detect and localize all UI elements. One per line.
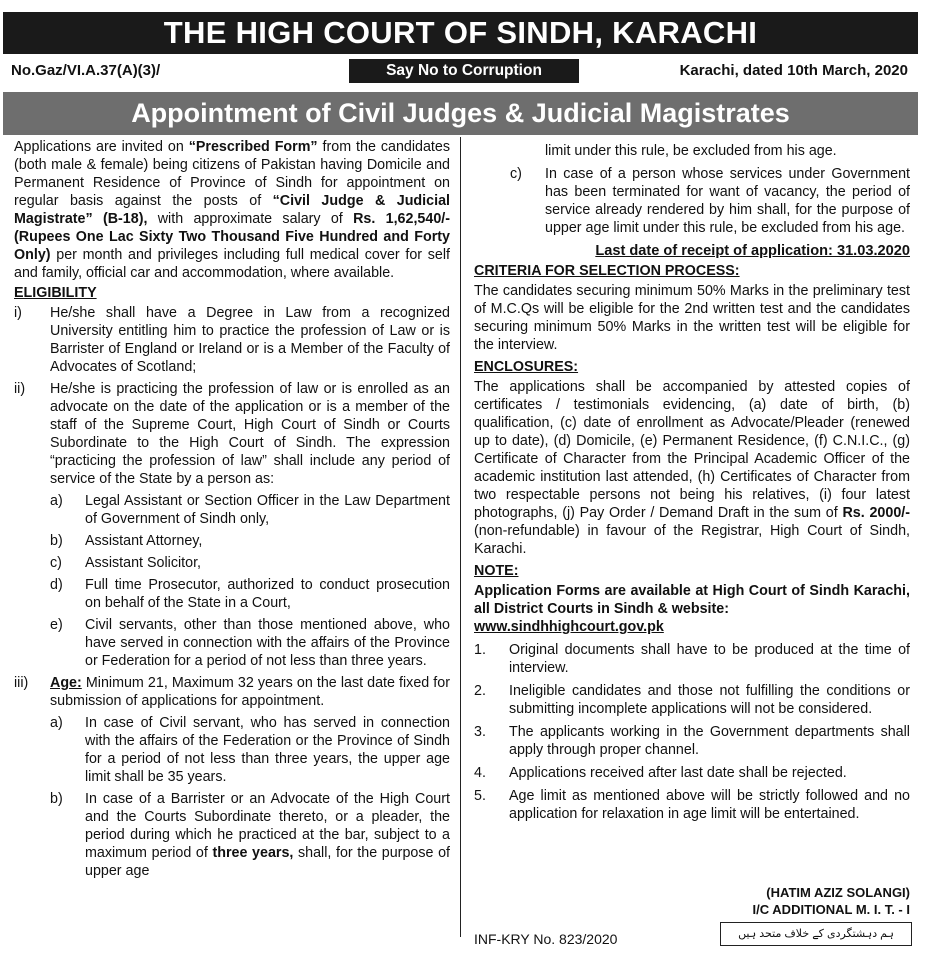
inf-number: INF-KRY No. 823/2020: [474, 931, 618, 947]
criteria-heading: CRITERIA FOR SELECTION PROCESS:: [474, 263, 740, 279]
note-item-number: 3.: [474, 724, 486, 740]
sub-item-text: In case of a person whose services under Government has been terminated for want of vacancy, the period of service already rendered by him shall, for the purpose of upper age limit under this rule, be excluded from his age.: [545, 166, 910, 236]
criteria-text: The candidates securing minimum 50% Marks in the preliminary test of M.C.Qs will be eligible for the 2nd written test and the candidates securing minimum 50% Marks in the written test will be eligible for the interview.: [474, 283, 910, 353]
reference-row: [3, 58, 918, 86]
sub-item-number: b): [50, 791, 63, 807]
urdu-slogan-box: ہم دہشتگردی کے خلاف متحد ہیں: [720, 922, 912, 946]
post-name: “Civil Judge & Judicial Magistrate” (B-18),: [14, 193, 450, 227]
sub-item-text: Civil servants, other than those mentioned above, who have served in connection with the affairs of the Province or Federation for a period of not less than three years.: [85, 617, 450, 669]
note-item-number: 1.: [474, 642, 486, 658]
salary-amount: Rs. 1,62,540/- (Rupees One Lac Sixty Two Thousand Five Hundred and Forty Only): [14, 211, 451, 263]
sub-item-text: Full time Prosecutor, authorized to conduct prosecution on behalf of the State in a Court,: [85, 577, 450, 611]
item-number: ii): [14, 381, 26, 397]
sub-item-number: a): [50, 493, 63, 509]
note-item: [474, 641, 910, 677]
column-divider: [460, 137, 461, 937]
eligibility-item-ii: [14, 380, 450, 488]
intro-text-4: per month and privileges including full medical cover for self and family, official car and accommodation, where available.: [14, 247, 450, 281]
age-text: Minimum 21, Maximum 32 years on the last date fixed for submission of applications for appointment.: [50, 675, 450, 709]
eligibility-sub-item: [14, 492, 450, 528]
enclosures-text: [474, 378, 910, 558]
three-years-text: three years,: [212, 845, 294, 861]
eligibility-sub-item: [14, 616, 450, 670]
last-date: Last date of receipt of application: 31.03.2020: [595, 243, 910, 259]
signature-block: [753, 884, 910, 918]
age-sub-item-a: [14, 714, 450, 786]
note-item: [474, 764, 910, 782]
signatory-designation: I/C ADDITIONAL M. I. T. - I: [752, 902, 910, 917]
eligibility-heading: ELIGIBILITY: [14, 285, 97, 301]
sub-item-text: Assistant Solicitor,: [85, 555, 202, 571]
note-item: [474, 682, 910, 718]
intro-text-3: with approximate salary of: [147, 211, 354, 227]
note-item-text: The applicants working in the Government departments shall apply through proper channel.: [509, 724, 910, 758]
sub-item-text-cont: shall, for the purpose of upper age: [85, 845, 450, 879]
signatory-name: (HATIM AZIZ SOLANGI): [766, 885, 910, 900]
note-item: [474, 723, 910, 759]
eligibility-sub-item: [14, 532, 450, 550]
item-text: He/she is practicing the profession of law or is enrolled as an advocate on the date of the application or is a member of the staff of the Supreme Court, High Court of Sindh or Courts Subordinate to the High Court of Sindh. The expression “practicing the profession of law” shall include any period of service of the State by a person as:: [50, 381, 450, 487]
issue-date: Karachi, dated 10th March, 2020: [679, 62, 908, 79]
sub-item-number: e): [50, 617, 63, 633]
sub-item-number: b): [50, 533, 63, 549]
prescribed-form-label: “Prescribed Form”: [188, 139, 318, 155]
eligibility-sub-item: [14, 576, 450, 612]
age-sub-item-b: [14, 790, 450, 880]
note-item: [474, 787, 910, 823]
item-number: iii): [14, 675, 29, 691]
sub-item-number: c): [510, 166, 522, 182]
age-sub-item-c: [474, 165, 910, 237]
note-item-number: 5.: [474, 788, 486, 804]
forms-availability: Application Forms are available at High Court of Sindh Karachi, all District Courts in Sindh & website:: [474, 583, 910, 617]
item-number: i): [14, 305, 22, 321]
eligibility-sub-item: [14, 554, 450, 572]
intro-paragraph: [14, 138, 450, 282]
note-item-text: Ineligible candidates and those not fulfilling the conditions or submitting incomplete applications will not be considered.: [509, 683, 910, 717]
note-heading: NOTE:: [474, 563, 519, 579]
sub-item-text: In case of Civil servant, who has served in connection with the affairs of the Federation or the Province of Sindh for a period of not less than three years, the upper age limit shall be 35 years.: [85, 715, 450, 785]
fee-amount: Rs. 2000/-: [842, 505, 910, 521]
sub-item-number: c): [50, 555, 62, 571]
website-link[interactable]: www.sindhhighcourt.gov.pk: [474, 619, 664, 635]
enclosures-text-1: The applications shall be accompanied by attested copies of certificates / testimonials evidencing, (a) date of birth, (b) qualification, (c) date of enrollment as Advocate/Pleader (renewed up to date), (d) Domicile, (e) Permanent Residence, (f) C.N.I.C., (g) Certificate of Character from the Principal Academic Officer of the academic institution last attended, (h) Certificates of Character from two respectable persons not being his relatives, (i) four latest photographs, (j) Pay Order / Demand Draft in the sum of: [474, 379, 910, 521]
note-item-text: Age limit as mentioned above will be strictly followed and no application for relaxation in age limit will be entertained.: [509, 788, 910, 822]
reference-number: No.Gaz/VI.A.37(A)(3)/: [11, 62, 161, 79]
sub-item-text: Assistant Attorney,: [85, 533, 203, 549]
slogan-banner: Say No to Corruption: [349, 59, 579, 83]
item-text: He/she shall have a Degree in Law from a recognized University entitling him to practice the profession of Law or is Barrister of England or Ireland or is a Member of the Faculty of Advocates of Scotland;: [50, 305, 450, 375]
enclosures-heading: ENCLOSURES:: [474, 359, 579, 375]
court-title: THE HIGH COURT OF SINDH, KARACHI: [3, 12, 918, 54]
notice-subtitle: Appointment of Civil Judges & Judicial Magistrates: [3, 92, 918, 135]
note-item-number: 2.: [474, 683, 486, 699]
eligibility-item-iii: [14, 674, 450, 710]
sub-item-number: a): [50, 715, 63, 731]
left-column: [14, 138, 450, 880]
note-item-text: Original documents shall have to be produced at the time of interview.: [509, 642, 910, 676]
sub-item-text: In case of a Barrister or an Advocate of the High Court and the Courts Subordinate thereto, or a pleader, the period during which he practiced at the bar, subject to a maximum period of: [85, 791, 450, 861]
intro-text-2: from the candidates (both male & female) being citizens of Pakistan having Domicile and Permanent Residence of Province of Sindh for appointment on regular basis against the posts of: [14, 139, 451, 209]
intro-text-1: Applications are invited on: [14, 139, 189, 155]
sub-item-number: d): [50, 577, 63, 593]
note-item-number: 4.: [474, 765, 486, 781]
age-sub-item-b-continued: limit under this rule, be excluded from his age.: [545, 143, 837, 159]
note-item-text: Applications received after last date shall be rejected.: [509, 765, 847, 781]
right-column: [474, 142, 910, 823]
eligibility-item-i: [14, 304, 450, 376]
sub-item-text: Legal Assistant or Section Officer in the Law Department of Government of Sindh only,: [85, 493, 450, 527]
enclosures-text-2: (non-refundable) in favour of the Registrar, High Court of Sindh, Karachi.: [474, 523, 910, 557]
age-label: Age:: [50, 675, 82, 691]
